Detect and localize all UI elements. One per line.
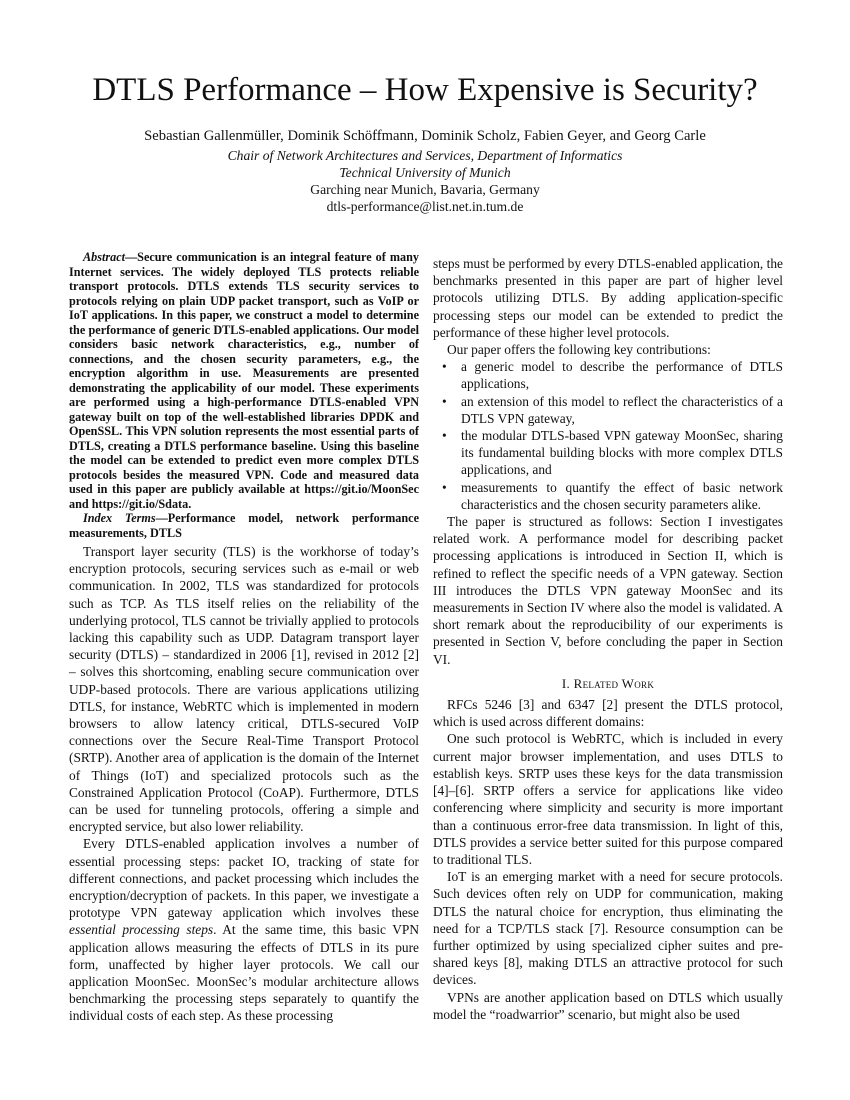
structure-paragraph: The paper is structured as follows: Section I investigates related work. A performance model for describing packet processing applications is introduced in Section II, which is refined to reflect the specific needs of a VPN gateway. Section III introduces the DTLS VPN gateway MoonSec and its measurements in Section IV where also the model is validated. A short remark about the reproducibility of our experiments is presented in Section V, before concluding the paper in Section VI. xyxy=(433,514,783,667)
related-work-paragraph-2: One such protocol is WebRTC, which is included in every current major browser implementation, and uses DTLS to establish keys. SRTP uses these keys for the data transmission [4]–[6]. SRTP offers a service for applications like video conferencing where simplicity and security is more important than a continuous error-free data transmission. In light of this, DTLS provides a service better suited for this purpose compared to traditional TLS. xyxy=(433,731,783,867)
list-item xyxy=(433,358,783,392)
bullet-icon: • xyxy=(442,479,447,495)
affiliation-university: Technical University of Munich xyxy=(339,165,511,180)
intro-paragraph-2-part-b: . At the same time, this basic VPN application allows measuring the effects of DTLS in its pure form, unaffected by higher layer protocols. We call our application MoonSec. MoonSec’s modular architecture allows benchmarking the processing steps separately to quantify the individual costs of each step. As these processing xyxy=(69,922,419,1024)
list-item xyxy=(433,393,783,427)
intro-paragraph-1: Transport layer security (TLS) is the workhorse of today’s encryption protocols, securing services such as e-mail or web communication. In 2002, TLS was standardized for protocols such as TCP. As TLS itself relies on the reliability of the underlying protocol, TLS cannot be trivially applied to protocols lacking this capability such as UDP. Datagram transport layer security (DTLS) – standardized in 2006 [1], revised in 2012 [2] – solves this shortcoming, enabling secure communication over UDP-based protocols. There are various applications utilizing DTLS, for instance, WebRTC which is implemented in modern browsers to allow latency critical, DTLS-secured VoIP connections over the Secure Real-Time Transport Protocol (SRTP). Another area of application is the domain of the Internet of Things (IoT) and specialized protocols such as the Constrained Application Protocol (CoAP). Furthermore, DTLS can be used for tunneling protocols, offering a simple and encrypted service, but also lower reliability. xyxy=(69,544,419,835)
list-item-text: measurements to quantify the effect of basic network characteristics and the chosen security parameters alike. xyxy=(461,479,783,512)
paper-title: DTLS Performance – How Expensive is Security? xyxy=(92,72,758,108)
affiliation-chair: Chair of Network Architectures and Services, Department of Informatics xyxy=(227,148,623,163)
related-work-paragraph-1: RFCs 5246 [3] and 6347 [2] present the DTLS protocol, which is used across different domains: xyxy=(433,697,783,730)
index-terms-label: Index Terms xyxy=(83,511,156,525)
intro-paragraph-3: steps must be performed by every DTLS-enabled application, the benchmarks presented in this paper are part of higher level protocols utilizing DTLS. By adding application-specific processing steps our model can be extended to predict the performance of these higher level protocols. xyxy=(433,256,783,340)
intro-paragraph-2-part-a: Every DTLS-enabled application involves a number of essential processing steps: packet IO, tracking of state for different connections, and packet processing which includes the encryption/decryption of packets. In this paper, we investigate a prototype VPN gateway application which involves these xyxy=(69,836,419,921)
author-list: Sebastian Gallenmüller, Dominik Schöffmann, Dominik Scholz, Fabien Geyer, and Georg Carle xyxy=(144,128,706,144)
left-column xyxy=(69,250,419,1025)
bullet-icon: • xyxy=(442,393,447,409)
bullet-icon: • xyxy=(442,359,447,375)
intro-paragraph-2 xyxy=(69,835,419,1024)
index-terms-text: —Performance model, network performance measurements, DTLS xyxy=(69,511,419,540)
list-item-text: the modular DTLS-based VPN gateway MoonSec, sharing its fundamental building blocks with more complex DTLS applications, and xyxy=(461,428,783,478)
abstract xyxy=(69,250,419,511)
list-item-text: an extension of this model to reflect the characteristics of a DTLS VPN gateway, xyxy=(461,393,783,426)
contact-email: dtls-performance@list.net.in.tum.de xyxy=(326,199,524,214)
abstract-label: Abstract xyxy=(83,250,125,264)
right-column xyxy=(433,255,783,1023)
index-terms xyxy=(69,511,419,540)
list-item xyxy=(433,479,783,513)
affiliation-location: Garching near Munich, Bavaria, Germany xyxy=(310,182,540,197)
section-title: Related Work xyxy=(573,675,655,691)
related-work-paragraph-3: IoT is an emerging market with a need for secure protocols. Such devices often rely on UDP for communication, making DTLS the natural choice for encryption, thus eliminating the need for a TCP/TLS stack [7]. Resource consumption can be further optimized by using specialized cipher suites and pre-shared keys [8], making DTLS an attractive protocol for such devices. xyxy=(433,869,783,988)
section-number: I. xyxy=(561,675,571,691)
contributions-intro: Our paper offers the following key contributions: xyxy=(447,342,711,358)
list-item xyxy=(433,427,783,479)
bullet-icon: • xyxy=(442,428,447,444)
abstract-text: —Secure communication is an integral feature of many Internet services. The widely deployed TLS protects reliable transport protocols. DTLS extends TLS security services to protocols relying on plain UDP packet transport, such as VoIP or IoT applications. In this paper, we construct a model to determine the performance of generic DTLS-enabled applications. Our model considers basic network characteristics, e.g., number of connections, and the chosen security parameters, e.g., the encryption algorithm in use. Measurements are presented demonstrating the applicability of our model. These experiments are performed using a high-performance DTLS-enabled VPN gateway built on top of the well-established libraries DPDK and OpenSSL. This VPN solution represents the most essential parts of DTLS, creating a DTLS performance baseline. Using this baseline the model can be extended to predict even more complex DTLS protocols besides the measured VPN. Code and measured data used in this paper are publicly available at https://git.io/MoonSec and https://git.io/Sdata. xyxy=(69,250,419,511)
list-item-text: a generic model to describe the performance of DTLS applications, xyxy=(461,359,783,392)
intro-paragraph-2-emphasis: essential processing steps xyxy=(69,922,214,938)
section-heading xyxy=(433,675,783,692)
contributions-list xyxy=(433,358,783,513)
related-work-paragraph-4: VPNs are another application based on DTLS which usually model the “roadwarrior” scenario, but might also be used xyxy=(433,989,783,1022)
